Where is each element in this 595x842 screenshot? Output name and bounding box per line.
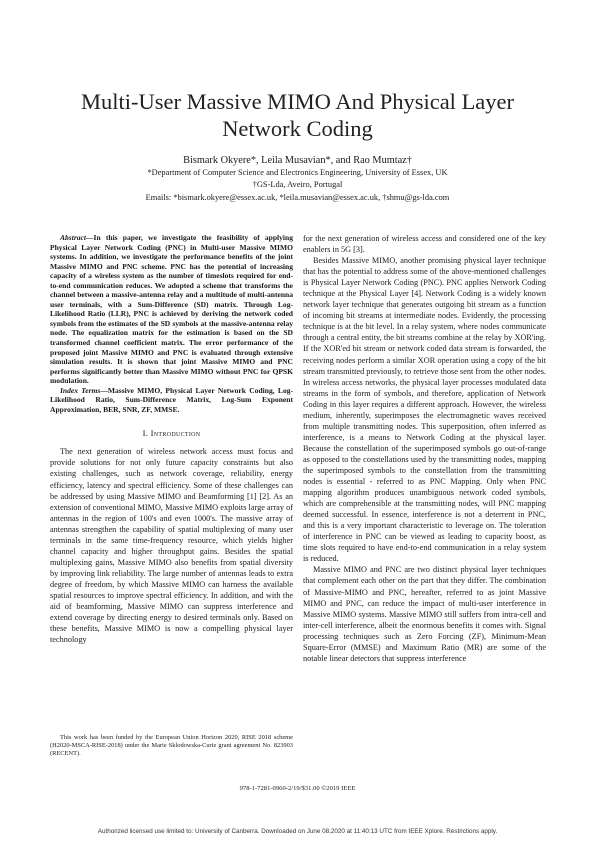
intro-paragraph-2: Besides Massive MIMO, another promising physical layer technique that has the potential to address some of the above-mentioned challenges is Physical Layer Network Coding (PNC). PNC applies Network Coding technique at the Physical Layer [4]. Network Coding is a widely known network layer technique that generates outgoing bit stream as a function of incoming bit streams at intermediate nodes. Evidently, the processing technique is at the bit level. In a relay system, where nodes communicate through a central entity, the bit streams combine at the relay by XOR'ing. If the XOR'ed bit stream or network coded data stream is forwarded, the receiving nodes perform a similar XOR operation using a copy of the bit stream transmitted previously, to retrieve those sent from the other nodes. In wireless access networks, the physical layer processes modulated data streams in the form of symbols, and therefore, application of Network Coding in this layer requires a different approach. However, the wireless medium, inherently, superimposes the electromagnetic waves received from multiple transmitting nodes. This superposition, often inferred as interference, is a means to Network Coding at the physical layer. Because the constellation of the superimposed symbols go out-of-range as opposed to the constellations used by the transmitting nodes, mapping the superimposed symbols to the constellation from the transmitting nodes is essential - referred to as PNC Mapping. Only when PNC mapping algorithm produces unambiguous network coded symbols, which are comprehensible at the transmitting nodes, will PNC mapping deemed successful. In essence, interference is not a deterrent in PNC, and this is a very important characteristic to leverage on. The toleration of interference in PNC can be viewed as leading to capacity boost, as time slots required to have end-to-end communication in a relay system is reduced. (303, 256, 546, 564)
section-title: Introduction (150, 428, 201, 439)
abstract (50, 233, 293, 386)
affiliation-1: *Department of Computer Science and Electronics Engineering, University of Essex, UK (147, 168, 448, 177)
author-emails: Emails: *bismark.okyere@essex.ac.uk, *leila.musavian@essex.ac.uk, †shmu@gs-lda.com (145, 193, 450, 202)
intro-paragraph-continued: for the next generation of wireless access and considered one of the key enablers in 5G [3]. (303, 234, 546, 255)
section-number: I. (142, 428, 149, 439)
title-line-1: Multi-User Massive MIMO And Physical Layer (80, 89, 515, 114)
right-column (303, 233, 546, 664)
paper-title (40, 88, 555, 142)
funding-footnote: This work has been funded by the European Union Horizon 2020, RISE 2018 scheme (H2020-MSCA-RISE-2018) under the Marie Sklodowska-Curie grant agreement No. 823903 (RECENT). (50, 734, 293, 757)
index-terms (50, 386, 293, 415)
index-terms-lead: Index Terms (60, 385, 101, 395)
license-banner: Authorized licensed use limited to: University of Canberra. Downloaded on June 08,2020 at 11:40:13 UTC from IEEE Xplore. Restrictions apply. (97, 828, 498, 835)
abstract-lead: Abstract (60, 233, 86, 242)
section-heading-introduction (50, 428, 293, 438)
author-list: Bismark Okyere*, Leila Musavian*, and Rao Mumtaz† (183, 155, 412, 166)
intro-paragraph-3: Massive MIMO and PNC are two distinct physical layer techniques that complement each other on the part that they differ. The combination of Massive-MIMO and PNC, hereafter, referred to as joint Massive MIMO and PNC, can reduce the impact of multi-user interference in Massive MIMO systems. Massive MIMO still suffers from intra-cell and inter-cell interference, albeit the enormous benefits it comes with. Signal processing techniques such as Zero Forcing (ZF), Minimum-Mean Square-Error (MMSE) and Maximum Ratio (MR) are some of the notable linear detectors that suppress interference (303, 565, 546, 663)
intro-paragraph-1: The next generation of wireless network access must focus and provide solutions for not only future capacity constraints but also existing challenges, such as network coverage, reliability, energy efficiency, latency and spectral efficiency. Some of these challenges can be addressed by using Massive MIMO and Beamforming [1] [2]. As an extension of conventional MIMO, Massive MIMO exploits large array of antennas in the region of 100's and even 1000's. The massive array of antennas strengthen the capability of spatial multiplexing of many user terminals in the same time-frequency resource, which yields higher channel capacity and higher throughput gains. Besides the spatial multiplexing gains, Massive MIMO also benefits from spatial diversity by improving link reliability. The large number of antennas leads to extra degree of freedom, by which Massive MIMO can harness the available spatial resources to improve spectral efficiency. In addition, and with the aid of beamforming, Massive MIMO can suppress interference and extend coverage by directing energy to desired terminals only. Based on these benefits, Massive MIMO is now a compelling physical layer technology (50, 447, 293, 645)
index-terms-text: —Massive MIMO, Physical Layer Network Coding, Log-Likelihood Ratio, Sum-Difference Matrix, Log-Sum Exponent Approximation, BER, SNR, ZF, MMSE. (50, 385, 293, 414)
title-line-2: Network Coding (222, 116, 373, 141)
left-column (50, 233, 293, 645)
abstract-text: —In this paper, we investigate the feasibility of applying Physical Layer Network Coding (PNC) in Multi-user Massive MIMO systems. In addition, we investigate the performance benefits of the joint Massive MIMO and PNC scheme. PNC has the potential of increasing capacity of a wireless system as the number of timeslots required for end-to-end communication reduces. We adopted a scheme that transforms the channel between a massive-antenna relay and a multitude of multi-antenna user terminals, with a Sum-Difference (SD) matrix. Through Log-Likelihood Ratio (LLR), PNC is achieved by deriving the network coded symbols from the estimates of the SD symbols at the massive-antenna relay node. The equalization matrix for the estimation is based on the SD transformed channel coefficient matrix. The error performance of the proposed joint Massive MIMO and PNC is evaluated through extensive simulation results. It is shown that joint Massive MIMO and PNC performs significantly better than Massive MIMO without PNC for QPSK modulation. (50, 233, 293, 386)
isbn-copyright: 978-1-7281-0960-2/19/$31.00 ©2019 IEEE (239, 785, 356, 792)
affiliation-2: †GS-Lda, Aveiro, Portugal (252, 180, 343, 189)
